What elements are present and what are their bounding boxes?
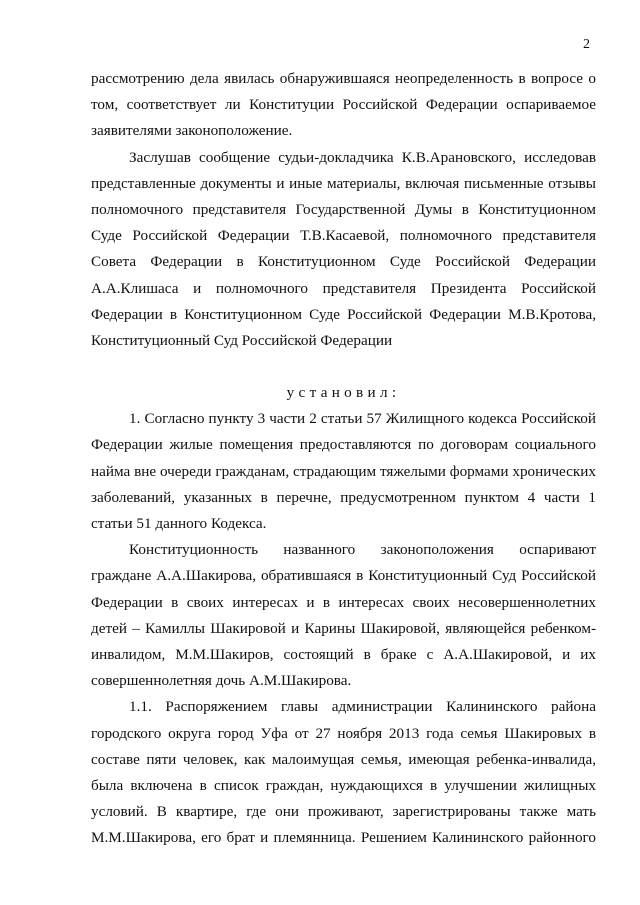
- text-line: А.А.Клишаса и полномочного представителя Президента Российской: [91, 279, 596, 297]
- text-line: найма вне очереди гражданам, страдающим тяжелыми формами хронических: [91, 462, 596, 480]
- text-line: Федерации жилые помещения предоставляются по договорам социального: [91, 436, 596, 454]
- text-line: составе пяти человек, как малоимущая семья, имеющая ребенка-инвалида,: [91, 750, 596, 768]
- text-line: представленные документы и иные материалы, включая письменные отзывы: [91, 174, 596, 192]
- text-line: граждане А.А.Шакирова, обратившаяся в Конституционный Суд Российской: [91, 567, 596, 585]
- paragraph: [91, 537, 596, 694]
- document-body: [91, 66, 596, 851]
- text-line: Совета Федерации в Конституционном Суде Российской Федерации: [91, 253, 596, 271]
- paragraph: [91, 145, 596, 355]
- text-line: Конституционный Суд Российской Федерации: [91, 331, 393, 349]
- text-line: рассмотрению дела явилась обнаружившаяся неопределенность в вопросе о: [91, 70, 596, 87]
- text-line: полномочного представителя Государственной Думы в Конституционном: [91, 200, 596, 218]
- text-line: Суде Российской Федерации Т.В.Касаевой, полномочного представителя: [91, 227, 596, 245]
- text-line: 1.1. Распоряжением главы администрации Калининского района: [129, 698, 596, 716]
- paragraph: [91, 694, 596, 851]
- text-line: 1. Согласно пункту 3 части 2 статьи 57 Жилищного кодекса Российской: [129, 410, 596, 428]
- text-line: была включена в список граждан, нуждающихся в улучшении жилищных: [91, 776, 596, 794]
- text-line: городского округа город Уфа от 27 ноября 2013 года семья Шакировых в: [91, 724, 596, 742]
- text-line: детей – Камиллы Шакировой и Карины Шакировой, являющейся ребенком-: [91, 619, 596, 637]
- page-number: 2: [583, 37, 590, 52]
- text-line: М.М.Шакирова, его брат и племянница. Решением Калининского районного: [91, 829, 596, 847]
- text-line: совершеннолетняя дочь А.М.Шакирова.: [91, 672, 352, 690]
- text-line: инвалидом, М.М.Шакиров, состоящий в браке с А.А.Шакировой, и их: [91, 645, 596, 663]
- paragraph: [91, 66, 596, 145]
- text-line: заболеваний, указанных в перечне, предусмотренном пунктом 4 части 1: [91, 488, 596, 506]
- text-line: статьи 51 данного Кодекса.: [91, 515, 267, 532]
- text-line: Заслушав сообщение судьи-докладчика К.В.Арановского, исследовав: [129, 148, 596, 166]
- section-heading: установил:: [286, 384, 401, 402]
- text-line: Конституционность названного законоположения оспаривают: [129, 541, 596, 559]
- text-line: условий. В квартире, где они проживают, зарегистрированы также мать: [91, 803, 596, 821]
- text-line: том, соответствует ли Конституции Российской Федерации оспариваемое: [91, 96, 596, 114]
- text-line: Федерации в Конституционном Суде Российской Федерации М.В.Кротова,: [91, 305, 596, 323]
- text-line: заявителями законоположение.: [91, 122, 293, 140]
- paragraph: [91, 406, 596, 537]
- text-line: Федерации в своих интересах и в интересах своих несовершеннолетних: [91, 593, 596, 611]
